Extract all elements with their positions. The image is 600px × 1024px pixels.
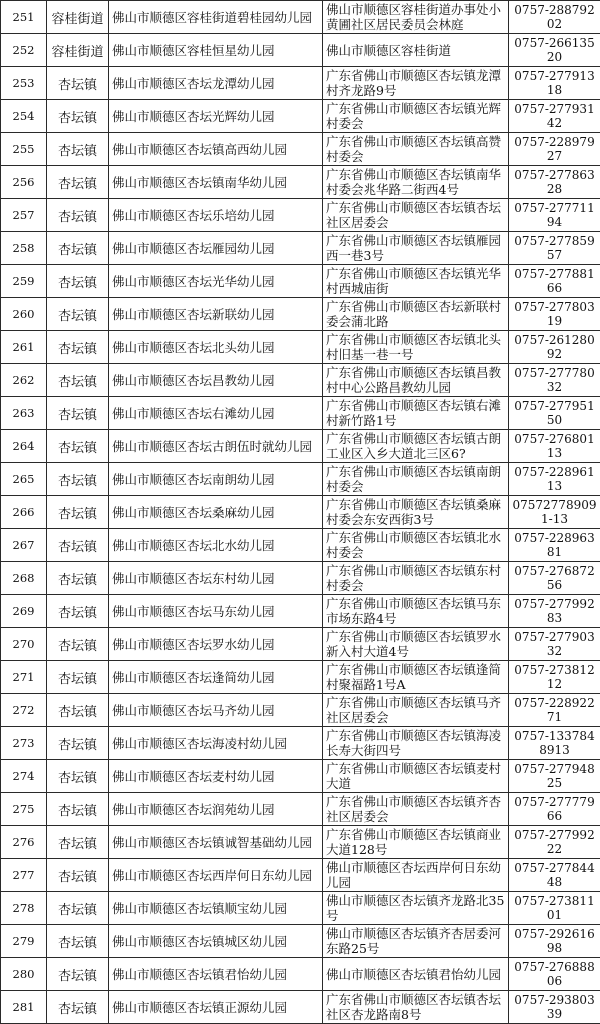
table-row — [1, 430, 600, 463]
table-row — [1, 661, 600, 694]
table-row — [1, 925, 600, 958]
kindergarten-name-cell: 佛山市顺德区杏坛马东幼儿园 — [109, 595, 323, 628]
row-number-cell: 268 — [1, 562, 47, 595]
phone-cell: 0757-22892271 — [509, 694, 600, 727]
phone-cell: 075727789091-13 — [509, 496, 600, 529]
row-number-cell: 256 — [1, 166, 47, 199]
town-cell: 杏坛镇 — [47, 397, 109, 430]
kindergarten-name-cell: 佛山市顺德区杏坛北头幼儿园 — [109, 331, 323, 364]
phone-cell: 0757-22896381 — [509, 529, 600, 562]
table-row — [1, 595, 600, 628]
address-cell: 广东省佛山市顺德区杏坛镇马东市场东路4号 — [323, 595, 509, 628]
town-cell: 杏坛镇 — [47, 991, 109, 1024]
kindergarten-name-cell: 佛山市顺德区杏坛龙潭幼儿园 — [109, 67, 323, 100]
phone-cell: 0757-1337848913 — [509, 727, 600, 760]
phone-cell: 0757-27780319 — [509, 298, 600, 331]
row-number-cell: 274 — [1, 760, 47, 793]
table-row — [1, 760, 600, 793]
row-number-cell: 257 — [1, 199, 47, 232]
phone-cell: 0757-27688806 — [509, 958, 600, 991]
town-cell: 杏坛镇 — [47, 661, 109, 694]
address-cell: 广东省佛山市顺德区杏坛镇马齐社区居委会 — [323, 694, 509, 727]
address-cell: 广东省佛山市顺德区杏坛镇龙潭村齐龙路9号 — [323, 67, 509, 100]
row-number-cell: 263 — [1, 397, 47, 430]
table-row — [1, 529, 600, 562]
town-cell: 杏坛镇 — [47, 133, 109, 166]
town-cell: 容桂街道 — [47, 34, 109, 67]
table-row — [1, 331, 600, 364]
table-row — [1, 562, 600, 595]
kindergarten-name-cell: 佛山市顺德区杏坛光华幼儿园 — [109, 265, 323, 298]
kindergarten-name-cell: 佛山市顺德区杏坛镇正源幼儿园 — [109, 991, 323, 1024]
row-number-cell: 279 — [1, 925, 47, 958]
town-cell: 杏坛镇 — [47, 496, 109, 529]
kindergarten-name-cell: 佛山市顺德区杏坛海凌村幼儿园 — [109, 727, 323, 760]
kindergarten-name-cell: 佛山市顺德区杏坛南朗幼儿园 — [109, 463, 323, 496]
row-number-cell: 255 — [1, 133, 47, 166]
town-cell: 杏坛镇 — [47, 67, 109, 100]
address-cell: 佛山市顺德区杏坛镇齐杏居委河东路25号 — [323, 925, 509, 958]
table-row — [1, 793, 600, 826]
row-number-cell: 252 — [1, 34, 47, 67]
address-cell: 广东省佛山市顺德区杏坛镇雁园西一巷3号 — [323, 232, 509, 265]
phone-cell: 0757-27788166 — [509, 265, 600, 298]
table-row — [1, 991, 600, 1024]
kindergarten-name-cell: 佛山市顺德区杏坛麦村幼儿园 — [109, 760, 323, 793]
row-number-cell: 258 — [1, 232, 47, 265]
address-cell: 广东省佛山市顺德区杏坛镇北头村旧基一巷一号 — [323, 331, 509, 364]
town-cell: 杏坛镇 — [47, 463, 109, 496]
table-row — [1, 496, 600, 529]
town-cell: 容桂街道 — [47, 1, 109, 34]
row-number-cell: 280 — [1, 958, 47, 991]
town-cell: 杏坛镇 — [47, 925, 109, 958]
table-row — [1, 727, 600, 760]
row-number-cell: 266 — [1, 496, 47, 529]
address-cell: 广东省佛山市顺德区杏坛镇杏坛社区居委会 — [323, 199, 509, 232]
address-cell: 佛山市顺德区容桂街道办事处小黄圃社区居民委员会林庭 — [323, 1, 509, 34]
kindergarten-name-cell: 佛山市顺德区杏坛新联幼儿园 — [109, 298, 323, 331]
address-cell: 广东省佛山市顺德区杏坛镇南华村委会兆华路二街西4号 — [323, 166, 509, 199]
table-row — [1, 133, 600, 166]
table-row — [1, 463, 600, 496]
kindergarten-name-cell: 佛山市顺德区杏坛镇城区幼儿园 — [109, 925, 323, 958]
phone-cell: 0757-27791318 — [509, 67, 600, 100]
row-number-cell: 254 — [1, 100, 47, 133]
town-cell: 杏坛镇 — [47, 199, 109, 232]
phone-cell: 0757-27794825 — [509, 760, 600, 793]
kindergarten-name-cell: 佛山市顺德区杏坛光辉幼儿园 — [109, 100, 323, 133]
row-number-cell: 261 — [1, 331, 47, 364]
table-row — [1, 859, 600, 892]
phone-cell: 0757-29380339 — [509, 991, 600, 1024]
address-cell: 广东省佛山市顺德区杏坛镇罗水新入村大道4号 — [323, 628, 509, 661]
kindergarten-name-cell: 佛山市顺德区杏坛乐培幼儿园 — [109, 199, 323, 232]
row-number-cell: 260 — [1, 298, 47, 331]
address-cell: 广东省佛山市顺德区杏坛镇麦村大道 — [323, 760, 509, 793]
address-cell: 广东省佛山市顺德区杏坛镇桑麻村委会东安西街3号 — [323, 496, 509, 529]
table-row — [1, 166, 600, 199]
town-cell: 杏坛镇 — [47, 595, 109, 628]
phone-cell: 0757-27777966 — [509, 793, 600, 826]
town-cell: 杏坛镇 — [47, 628, 109, 661]
address-cell: 广东省佛山市顺德区杏坛镇右滩村新竹路1号 — [323, 397, 509, 430]
town-cell: 杏坛镇 — [47, 529, 109, 562]
address-cell: 广东省佛山市顺德区杏坛镇海凌长寿大街四号 — [323, 727, 509, 760]
town-cell: 杏坛镇 — [47, 232, 109, 265]
town-cell: 杏坛镇 — [47, 859, 109, 892]
phone-cell: 0757-27771194 — [509, 199, 600, 232]
town-cell: 杏坛镇 — [47, 298, 109, 331]
address-cell: 佛山市顺德区容桂街道 — [323, 34, 509, 67]
row-number-cell: 271 — [1, 661, 47, 694]
address-cell: 佛山市顺德区杏坛镇君怡幼儿园 — [323, 958, 509, 991]
row-number-cell: 265 — [1, 463, 47, 496]
table-row — [1, 265, 600, 298]
kindergarten-name-cell: 佛山市顺德区杏坛右滩幼儿园 — [109, 397, 323, 430]
address-cell: 广东省佛山市顺德区杏坛新联村委会蒲北路 — [323, 298, 509, 331]
town-cell: 杏坛镇 — [47, 166, 109, 199]
address-cell: 佛山市顺德区杏坛镇齐龙路北35号 — [323, 892, 509, 925]
kindergarten-name-cell: 佛山市顺德区杏坛北水幼儿园 — [109, 529, 323, 562]
town-cell: 杏坛镇 — [47, 958, 109, 991]
row-number-cell: 277 — [1, 859, 47, 892]
phone-cell: 0757-27790332 — [509, 628, 600, 661]
kindergarten-name-cell: 佛山市顺德区容桂恒星幼儿园 — [109, 34, 323, 67]
town-cell: 杏坛镇 — [47, 826, 109, 859]
row-number-cell: 253 — [1, 67, 47, 100]
town-cell: 杏坛镇 — [47, 793, 109, 826]
row-number-cell: 272 — [1, 694, 47, 727]
phone-cell: 0757-26128092 — [509, 331, 600, 364]
table-row — [1, 298, 600, 331]
town-cell: 杏坛镇 — [47, 562, 109, 595]
table-row — [1, 397, 600, 430]
address-cell: 广东省佛山市顺德区杏坛镇光华村西城庙街 — [323, 265, 509, 298]
kindergarten-name-cell: 佛山市顺德区杏坛镇高西幼儿园 — [109, 133, 323, 166]
kindergarten-name-cell: 佛山市顺德区杏坛昌教幼儿园 — [109, 364, 323, 397]
phone-cell: 0757-27786328 — [509, 166, 600, 199]
table-row — [1, 34, 600, 67]
phone-cell: 0757-27784448 — [509, 859, 600, 892]
town-cell: 杏坛镇 — [47, 694, 109, 727]
town-cell: 杏坛镇 — [47, 265, 109, 298]
table-row — [1, 364, 600, 397]
kindergarten-name-cell: 佛山市顺德区杏坛马齐幼儿园 — [109, 694, 323, 727]
phone-cell: 0757-26613520 — [509, 34, 600, 67]
phone-cell: 0757-27778032 — [509, 364, 600, 397]
phone-cell: 0757-28879202 — [509, 1, 600, 34]
kindergarten-name-cell: 佛山市顺德区容桂街道碧桂园幼儿园 — [109, 1, 323, 34]
address-cell: 广东省佛山市顺德区杏坛镇齐杏社区居委会 — [323, 793, 509, 826]
table-row — [1, 232, 600, 265]
town-cell: 杏坛镇 — [47, 364, 109, 397]
address-cell: 佛山市顺德区杏坛西岸何日东幼儿园 — [323, 859, 509, 892]
row-number-cell: 267 — [1, 529, 47, 562]
kindergarten-name-cell: 佛山市顺德区杏坛镇诚智基础幼儿园 — [109, 826, 323, 859]
table-row — [1, 100, 600, 133]
town-cell: 杏坛镇 — [47, 430, 109, 463]
phone-cell: 0757-27381101 — [509, 892, 600, 925]
town-cell: 杏坛镇 — [47, 892, 109, 925]
table-row — [1, 628, 600, 661]
phone-cell: 0757-27795150 — [509, 397, 600, 430]
phone-cell: 0757-27799283 — [509, 595, 600, 628]
table-row — [1, 694, 600, 727]
row-number-cell: 251 — [1, 1, 47, 34]
kindergarten-name-cell: 佛山市顺德区杏坛雁园幼儿园 — [109, 232, 323, 265]
address-cell: 广东省佛山市顺德区杏坛镇高赞村委会 — [323, 133, 509, 166]
phone-cell: 0757-27680113 — [509, 430, 600, 463]
phone-cell: 0757-27793142 — [509, 100, 600, 133]
row-number-cell: 259 — [1, 265, 47, 298]
address-cell: 广东省佛山市顺德区杏坛镇逢简村聚福路1号A — [323, 661, 509, 694]
table-row — [1, 67, 600, 100]
table-row — [1, 892, 600, 925]
phone-cell: 0757-27687256 — [509, 562, 600, 595]
town-cell: 杏坛镇 — [47, 727, 109, 760]
kindergarten-name-cell: 佛山市顺德区杏坛镇君怡幼儿园 — [109, 958, 323, 991]
row-number-cell: 276 — [1, 826, 47, 859]
row-number-cell: 269 — [1, 595, 47, 628]
address-cell: 广东省佛山市顺德区杏坛镇东村村委会 — [323, 562, 509, 595]
table-row — [1, 958, 600, 991]
kindergarten-name-cell: 佛山市顺德区杏坛润苑幼儿园 — [109, 793, 323, 826]
phone-cell: 0757-22896113 — [509, 463, 600, 496]
kindergarten-name-cell: 佛山市顺德区杏坛逢简幼儿园 — [109, 661, 323, 694]
row-number-cell: 281 — [1, 991, 47, 1024]
kindergarten-name-cell: 佛山市顺德区杏坛西岸何日东幼儿园 — [109, 859, 323, 892]
town-cell: 杏坛镇 — [47, 760, 109, 793]
address-cell: 广东省佛山市顺德区杏坛镇北水村委会 — [323, 529, 509, 562]
address-cell: 广东省佛山市顺德区杏坛镇古朗工业区入乡大道北三区6? — [323, 430, 509, 463]
table-body — [1, 1, 600, 1024]
phone-cell: 0757-27799222 — [509, 826, 600, 859]
table-row — [1, 1, 600, 34]
row-number-cell: 275 — [1, 793, 47, 826]
address-cell: 广东省佛山市顺德区杏坛镇商业大道128号 — [323, 826, 509, 859]
phone-cell: 0757-27785957 — [509, 232, 600, 265]
table-row — [1, 199, 600, 232]
table-row — [1, 826, 600, 859]
phone-cell: 0757-27381212 — [509, 661, 600, 694]
address-cell: 广东省佛山市顺德区杏坛镇杏坛社区杏龙路南8号 — [323, 991, 509, 1024]
kindergarten-name-cell: 佛山市顺德区杏坛东村幼儿园 — [109, 562, 323, 595]
row-number-cell: 273 — [1, 727, 47, 760]
kindergarten-name-cell: 佛山市顺德区杏坛镇顺宝幼儿园 — [109, 892, 323, 925]
town-cell: 杏坛镇 — [47, 100, 109, 133]
kindergarten-name-cell: 佛山市顺德区杏坛罗水幼儿园 — [109, 628, 323, 661]
kindergarten-name-cell: 佛山市顺德区杏坛古朗伍时就幼儿园 — [109, 430, 323, 463]
phone-cell: 0757-22897927 — [509, 133, 600, 166]
row-number-cell: 262 — [1, 364, 47, 397]
address-cell: 广东省佛山市顺德区杏坛镇光辉村委会 — [323, 100, 509, 133]
kindergarten-name-cell: 佛山市顺德区杏坛桑麻幼儿园 — [109, 496, 323, 529]
address-cell: 广东省佛山市顺德区杏坛镇昌教村中心公路昌教幼儿园 — [323, 364, 509, 397]
address-cell: 广东省佛山市顺德区杏坛镇南朗村委会 — [323, 463, 509, 496]
kindergarten-name-cell: 佛山市顺德区杏坛镇南华幼儿园 — [109, 166, 323, 199]
phone-cell: 0757-29261698 — [509, 925, 600, 958]
row-number-cell: 278 — [1, 892, 47, 925]
town-cell: 杏坛镇 — [47, 331, 109, 364]
row-number-cell: 270 — [1, 628, 47, 661]
row-number-cell: 264 — [1, 430, 47, 463]
